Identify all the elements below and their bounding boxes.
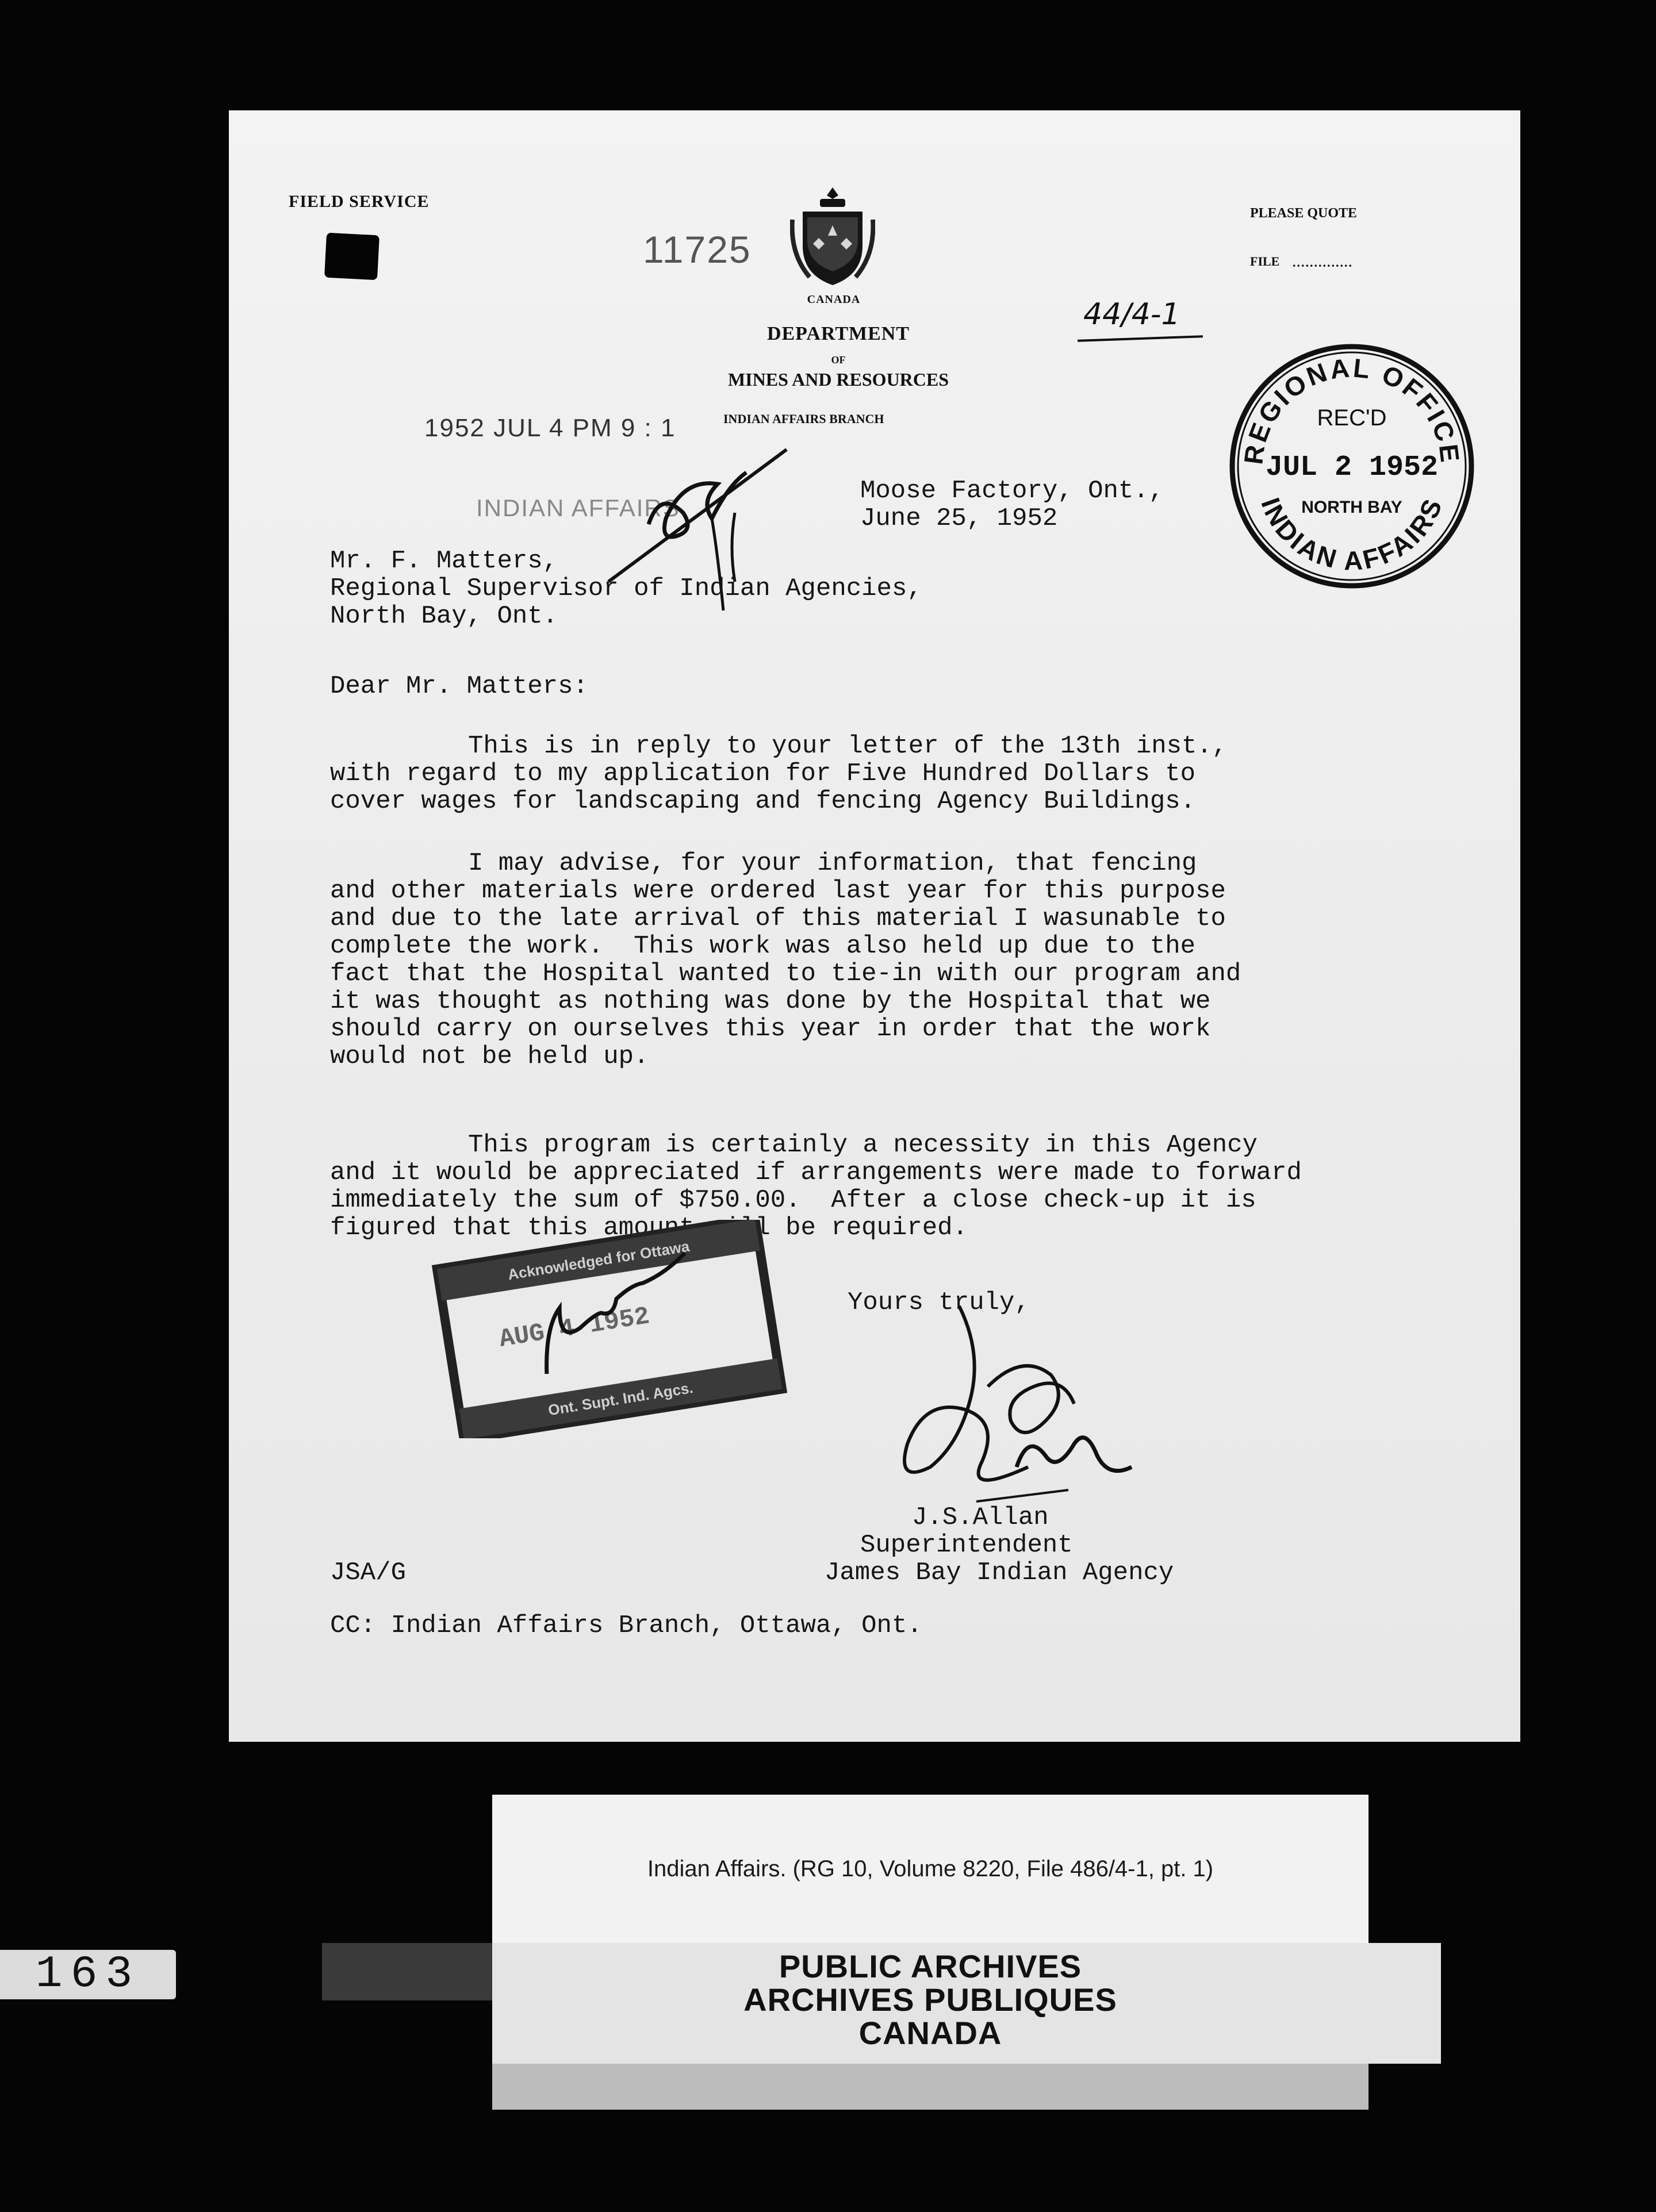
received-date-stamp: 1952 JUL 4 PM 9 : 1 <box>424 414 676 442</box>
paragraph-line: This is in reply to your letter of the 13th inst., <box>468 732 1228 761</box>
box-stamp-header: Acknowledged for Ottawa <box>507 1237 691 1284</box>
seal-bottom-text: INDIAN AFFAIRS <box>1255 493 1449 576</box>
canada-label: CANADA <box>807 293 861 306</box>
of-label: OF <box>831 354 846 366</box>
address-line: North Bay, Ont. <box>330 602 558 631</box>
paragraph-line: This program is certainly a necessity in this Agency <box>468 1131 1258 1159</box>
paragraph-line: it was thought as nothing was done by the Hospital that we <box>330 987 1211 1016</box>
signer-title: Superintendent <box>860 1531 1073 1560</box>
department-label: DEPARTMENT <box>766 323 910 344</box>
signature-scribble <box>873 1295 1143 1513</box>
address-line: Regional Supervisor of Indian Agencies, <box>330 574 922 603</box>
box-stamp-footer: Ont. Supt. Ind. Agcs. <box>547 1378 695 1419</box>
archives-line: CANADA <box>858 2015 1002 2051</box>
archive-band-shadow <box>322 1943 492 2000</box>
indian-affairs-stamp: INDIAN AFFAIRS <box>476 494 680 521</box>
paragraph-line: should carry on ourselves this year in order that the work <box>330 1015 1211 1043</box>
archives-line: PUBLIC ARCHIVES <box>779 1948 1082 1984</box>
acknowledged-box-stamp <box>431 1220 788 1438</box>
regional-office-seal <box>1225 339 1479 593</box>
seal-recd-text: REC'D <box>1317 405 1387 431</box>
file-label: FILE <box>1250 254 1280 268</box>
salutation: Dear Mr. Matters: <box>330 672 588 701</box>
public-archives-label <box>492 1950 1368 2050</box>
branch-label: INDIAN AFFAIRS BRANCH <box>723 412 884 426</box>
signer-name: J.S.Allan <box>912 1503 1049 1532</box>
archive-caption-box <box>492 1795 1368 1943</box>
paragraph-line: figured that this amount will be required. <box>330 1213 968 1242</box>
letter-date: June 25, 1952 <box>860 504 1058 533</box>
reference-underline <box>1078 335 1203 342</box>
paragraph-line: would not be held up. <box>330 1042 649 1071</box>
frame-number: 163 <box>0 1950 176 1999</box>
signer-agency: James Bay Indian Agency <box>825 1558 1174 1587</box>
canada-crest-icon <box>790 185 875 289</box>
cc-line: CC: Indian Affairs Branch, Ottawa, Ont. <box>330 1611 922 1640</box>
paragraph-line: fact that the Hospital wanted to tie-in with our program and <box>330 959 1241 988</box>
paragraph-line: cover wages for landscaping and fencing Agency Buildings. <box>330 787 1196 816</box>
letter-place: Moose Factory, Ont., <box>860 477 1164 505</box>
typist-initials: JSA/G <box>330 1558 407 1587</box>
please-quote-label: PLEASE QUOTE <box>1250 206 1358 221</box>
paragraph-line: immediately the sum of $750.00. After a close check-up it is <box>330 1186 1256 1215</box>
paragraph-line: and due to the late arrival of this material I wasunable to <box>330 904 1226 933</box>
seal-date-text: JUL 2 1952 <box>1265 451 1439 484</box>
paragraph-line: and it would be appreciated if arrangements were made to forward <box>330 1158 1302 1187</box>
letter-page <box>229 110 1520 1742</box>
file-dots: .............. <box>1293 255 1353 270</box>
mines-resources-label: MINES AND RESOURCES <box>727 369 949 390</box>
paragraph-line: and other materials were ordered last year for this purpose <box>330 877 1226 905</box>
seal-top-text: REGIONAL OFFICE <box>1238 352 1466 466</box>
paragraph-line: complete the work. This work was also held up due to the <box>330 932 1196 961</box>
closing: Yours truly, <box>848 1288 1030 1317</box>
handwritten-reference: 44/4-1 <box>1083 297 1180 332</box>
paragraph-line: I may advise, for your information, that fencing <box>468 849 1197 878</box>
archive-caption: Indian Affairs. (RG 10, Volume 8220, File 486/4-1, pt. 1) <box>647 1856 1214 1881</box>
box-stamp-date: AUG 4 1952 <box>497 1302 652 1354</box>
archives-line: ARCHIVES PUBLIQUES <box>743 1981 1117 2018</box>
seal-place-text: NORTH BAY <box>1301 498 1402 517</box>
archive-band-lower <box>492 2064 1368 2110</box>
address-line: Mr. F. Matters, <box>330 547 558 575</box>
field-service-label: FIELD SERVICE <box>289 192 430 211</box>
punch-mark <box>324 233 379 281</box>
file-number-stamp: 11725 <box>643 228 752 271</box>
paragraph-line: with regard to my application for Five Hundred Dollars to <box>330 759 1196 788</box>
